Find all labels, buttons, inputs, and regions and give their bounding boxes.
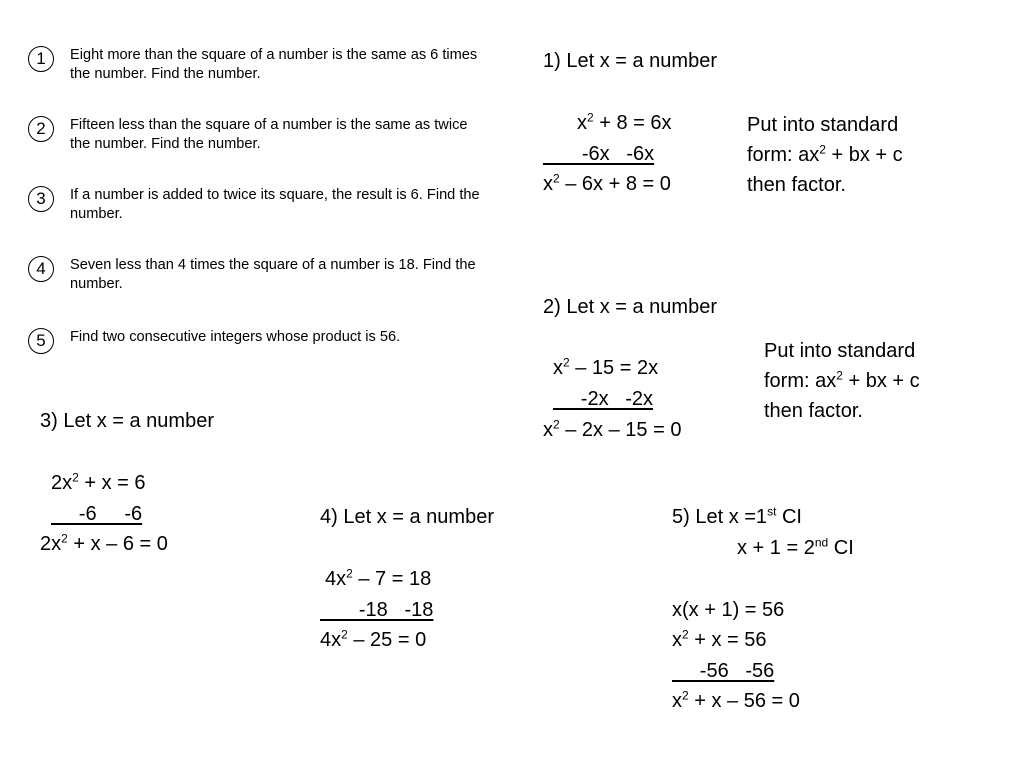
equation-subtract-line: -6x -6x (543, 143, 655, 165)
equation-subtract-line: -6 -6 (51, 503, 143, 525)
problem-number-circle: 5 (28, 328, 54, 354)
problem-number-circle: 3 (28, 186, 54, 212)
equation-result: $x^2 - 6x + 8 = 0$ (543, 171, 671, 195)
problem-number-circle: 1 (28, 46, 54, 72)
equation-result: $x^2 + x - 56 = 0$ (672, 688, 800, 712)
equation-result: $2x^2 + x - 6 = 0$ (40, 531, 168, 555)
solution-heading: 5) Let x =1st CI (672, 504, 802, 528)
standard-form-note: Put into standard form: $ax^2$ + bx + c then factor. (747, 114, 903, 196)
problem-text: Fifteen less than the square of a number is the same as twice the number. Find the number. (70, 117, 468, 152)
equation-result: $x^2 - 2x - 15 = 0$ (543, 417, 682, 441)
problem-number-circle: 2 (28, 116, 54, 142)
equation-line: $2x^2 + x = 6$ (51, 470, 146, 494)
equation-subtract-line: -56 -56 (672, 660, 775, 682)
equation-line: x(x + 1) = 56 (672, 599, 785, 621)
problem-text: Eight more than the square of a number is the same as 6 times the number. Find the number. (70, 47, 478, 82)
solution-heading: 3) Let x = a number (40, 410, 214, 432)
equation-line: $x^2 + x = 56$ (672, 627, 767, 651)
equation-subtract-line: -2x -2x (553, 388, 654, 410)
problem-text: If a number is added to twice its square, the result is 6. Find the number. (70, 187, 480, 222)
solution-heading: 2) Let x = a number (543, 296, 717, 318)
standard-form-note: Put into standard form: $ax^2$ + bx + c then factor. (764, 340, 920, 422)
solution-heading: 1) Let x = a number (543, 50, 717, 72)
solution-heading: 4) Let x = a number (320, 506, 494, 528)
equation-subtract-line: -18 -18 (320, 599, 434, 621)
problem-number-circle: 4 (28, 256, 54, 282)
second-integer-line: x + 1 = 2nd CI (737, 535, 854, 559)
equation-line: $x^2 + 8 = 6x$ (577, 110, 672, 134)
problem-text: Seven less than 4 times the square of a number is 18. Find the number. (70, 257, 476, 292)
problem-text: Find two consecutive integers whose product is 56. (70, 329, 401, 345)
equation-line: $4x^2 - 7 = 18$ (325, 566, 432, 590)
equation-result: $4x^2 - 25 = 0$ (320, 627, 427, 651)
equation-line: $x^2 - 15 = 2x$ (553, 355, 659, 379)
